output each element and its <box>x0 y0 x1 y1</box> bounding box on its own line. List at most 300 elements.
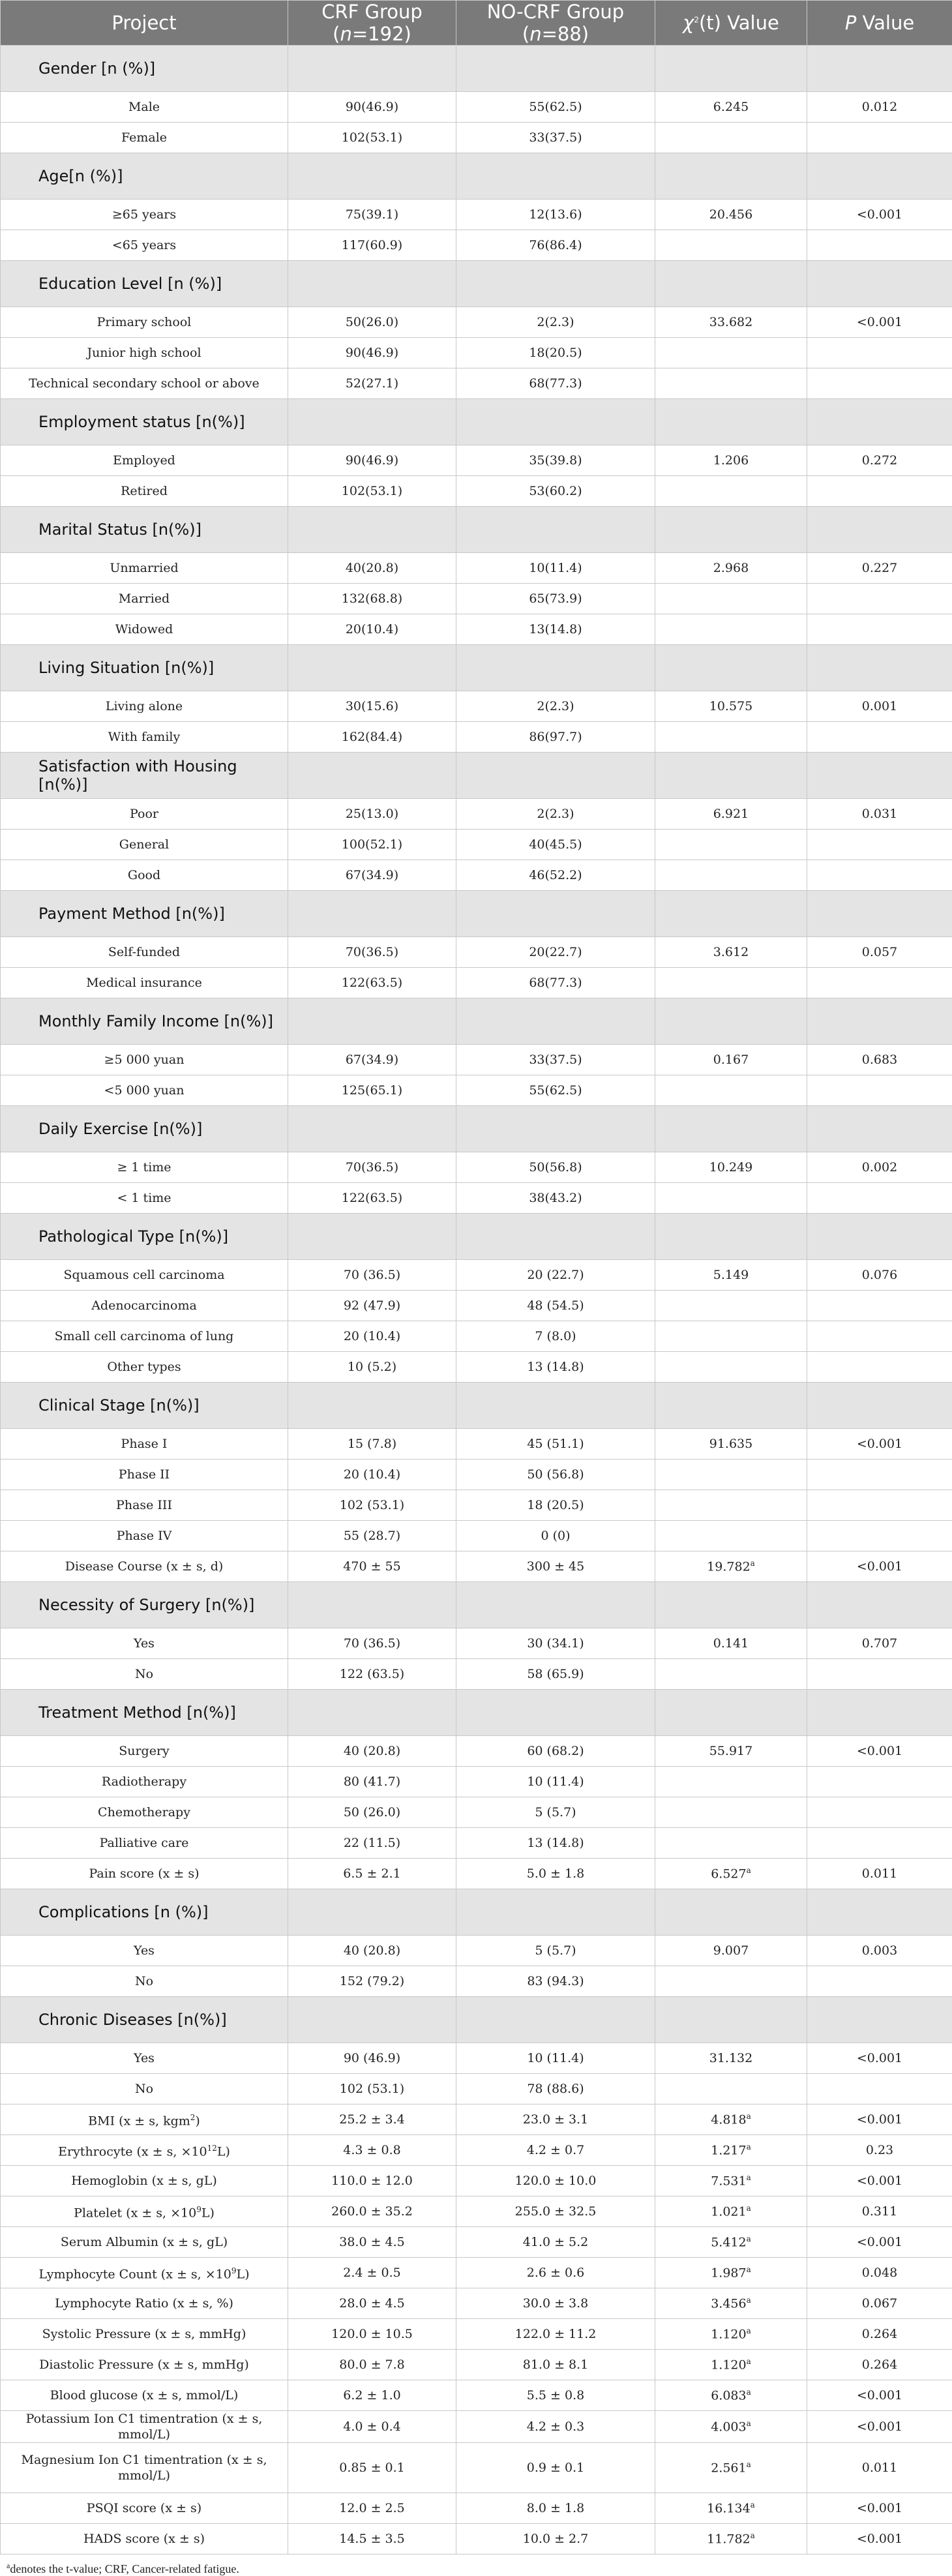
crf-value: 30(15.6) <box>288 691 456 722</box>
section-title: Complications [n (%)] <box>1 1889 288 1936</box>
section-empty-cell <box>456 1383 655 1429</box>
nocrf-value: 20 (22.7) <box>456 1260 655 1291</box>
p-value <box>807 1659 952 1690</box>
stat-value <box>655 1966 807 1997</box>
section-header-row <box>1 46 952 92</box>
table-row <box>1 799 952 830</box>
p-value <box>807 123 952 153</box>
nocrf-value: 8.0 ± 1.8 <box>456 2493 655 2524</box>
section-header-row <box>1 1997 952 2043</box>
table-row <box>1 2104 952 2135</box>
p-value: <0.001 <box>807 2043 952 2074</box>
section-title: Employment status [n(%)] <box>1 399 288 445</box>
p-value <box>807 584 952 614</box>
stat-value <box>655 1183 807 1214</box>
row-label: Chemotherapy <box>1 1797 288 1828</box>
crf-value: 102 (53.1) <box>288 1490 456 1521</box>
p-value <box>807 1490 952 1521</box>
p-value <box>807 1460 952 1490</box>
table-row <box>1 1551 952 1582</box>
section-empty-cell <box>456 1214 655 1260</box>
crf-value: 12.0 ± 2.5 <box>288 2493 456 2524</box>
p-value <box>807 338 952 368</box>
stat-value: 1.120$^a$ <box>655 2319 807 2350</box>
nocrf-value: 5 (5.7) <box>456 1797 655 1828</box>
nocrf-value: 55(62.5) <box>456 1075 655 1106</box>
crf-value: 75(39.1) <box>288 200 456 230</box>
header-crf-group: CRF Group (n=192) <box>288 1 456 46</box>
crf-value: 10 (5.2) <box>288 1352 456 1383</box>
stat-value <box>655 476 807 507</box>
nocrf-value: 5 (5.7) <box>456 1936 655 1966</box>
row-label: Lymphocyte Ratio (x ± s, %) <box>1 2288 288 2319</box>
section-header-row <box>1 261 952 307</box>
table-row <box>1 553 952 584</box>
p-value: 0.076 <box>807 1260 952 1291</box>
nocrf-value: 300 ± 45 <box>456 1551 655 1582</box>
section-empty-cell <box>288 1997 456 2043</box>
crf-value: 40 (20.8) <box>288 1936 456 1966</box>
section-empty-cell <box>456 1889 655 1936</box>
table-row <box>1 2411 952 2443</box>
section-empty-cell <box>807 399 952 445</box>
crf-value: 80 (41.7) <box>288 1767 456 1797</box>
table-row <box>1 2196 952 2227</box>
row-label: General <box>1 830 288 860</box>
stat-value: 19.782$^a$ <box>655 1551 807 1582</box>
nocrf-value: 2(2.3) <box>456 691 655 722</box>
table-row <box>1 2319 952 2350</box>
table-row <box>1 2350 952 2380</box>
row-label: Erythrocyte (x ± s, $\times 10^{12}L$) <box>1 2135 288 2166</box>
section-empty-cell <box>807 153 952 200</box>
section-empty-cell <box>655 753 807 799</box>
crf-value: 90(46.9) <box>288 338 456 368</box>
p-value <box>807 1521 952 1551</box>
p-value <box>807 1291 952 1321</box>
table-row <box>1 1797 952 1828</box>
stat-value <box>655 1797 807 1828</box>
nocrf-value: 40(45.5) <box>456 830 655 860</box>
p-value: 0.012 <box>807 92 952 123</box>
p-value: <0.001 <box>807 2166 952 2196</box>
crf-value: 4.0 ± 0.4 <box>288 2411 456 2443</box>
crf-value: 122(63.5) <box>288 1183 456 1214</box>
stat-value <box>655 1659 807 1690</box>
section-empty-cell <box>807 46 952 92</box>
row-label: Yes <box>1 1628 288 1659</box>
section-title: Gender [n (%)] <box>1 46 288 92</box>
table-row <box>1 2524 952 2554</box>
stat-value <box>655 584 807 614</box>
table-row <box>1 2493 952 2524</box>
section-empty-cell <box>288 507 456 553</box>
p-value: 0.227 <box>807 553 952 584</box>
row-label: Serum Albumin (x ± s, gL) <box>1 2227 288 2258</box>
p-value: 0.057 <box>807 937 952 968</box>
nocrf-value: 5.5 ± 0.8 <box>456 2380 655 2411</box>
section-empty-cell <box>655 153 807 200</box>
section-title: Satisfaction with Housing [n(%)] <box>1 753 288 799</box>
row-label: Unmarried <box>1 553 288 584</box>
nocrf-value: 23.0 ± 3.1 <box>456 2104 655 2135</box>
section-header-row <box>1 1383 952 1429</box>
nocrf-value: 18 (20.5) <box>456 1490 655 1521</box>
row-label: Technical secondary school or above <box>1 368 288 399</box>
stat-value: 33.682 <box>655 307 807 338</box>
table-row <box>1 691 952 722</box>
section-empty-cell <box>456 891 655 937</box>
row-label: Married <box>1 584 288 614</box>
section-empty-cell <box>288 753 456 799</box>
row-label: ≥65 years <box>1 200 288 230</box>
nocrf-value: 20(22.7) <box>456 937 655 968</box>
table-row <box>1 2380 952 2411</box>
p-value: <0.001 <box>807 2524 952 2554</box>
row-label: Living alone <box>1 691 288 722</box>
row-label: With family <box>1 722 288 753</box>
table-row <box>1 2288 952 2319</box>
section-empty-cell <box>655 1582 807 1628</box>
table-row <box>1 1152 952 1183</box>
crf-value: 90(46.9) <box>288 445 456 476</box>
table-row <box>1 937 952 968</box>
crf-value: 80.0 ± 7.8 <box>288 2350 456 2380</box>
section-empty-cell <box>655 1214 807 1260</box>
table-row <box>1 2258 952 2288</box>
crf-value: 70 (36.5) <box>288 1628 456 1659</box>
stat-value: 3.456$^a$ <box>655 2288 807 2319</box>
section-empty-cell <box>807 507 952 553</box>
table-row <box>1 1966 952 1997</box>
nocrf-value: 13 (14.8) <box>456 1352 655 1383</box>
table-row <box>1 2043 952 2074</box>
table-row <box>1 584 952 614</box>
p-value: 0.311 <box>807 2196 952 2227</box>
stat-value <box>655 338 807 368</box>
nocrf-value: 68(77.3) <box>456 968 655 998</box>
table-row <box>1 2074 952 2104</box>
table-row <box>1 123 952 153</box>
nocrf-value: 48 (54.5) <box>456 1291 655 1321</box>
nocrf-value: 13(14.8) <box>456 614 655 645</box>
stat-value <box>655 860 807 891</box>
nocrf-value: 255.0 ± 32.5 <box>456 2196 655 2227</box>
section-empty-cell <box>288 1214 456 1260</box>
nocrf-value: 0 (0) <box>456 1521 655 1551</box>
section-header-row <box>1 891 952 937</box>
row-label: Phase III <box>1 1490 288 1521</box>
section-title: Education Level [n (%)] <box>1 261 288 307</box>
crf-value: 52(27.1) <box>288 368 456 399</box>
p-value <box>807 968 952 998</box>
p-value: <0.001 <box>807 200 952 230</box>
nocrf-value: 2(2.3) <box>456 799 655 830</box>
nocrf-value: 30.0 ± 3.8 <box>456 2288 655 2319</box>
row-label: Systolic Pressure (x ± s, mmHg) <box>1 2319 288 2350</box>
table-row <box>1 307 952 338</box>
table-row <box>1 445 952 476</box>
stat-value <box>655 1521 807 1551</box>
row-label: Pain score (x ± s) <box>1 1859 288 1889</box>
p-value: 0.011 <box>807 1859 952 1889</box>
crf-value: 55 (28.7) <box>288 1521 456 1551</box>
p-value <box>807 1797 952 1828</box>
crf-value: 117(60.9) <box>288 230 456 261</box>
table-row <box>1 92 952 123</box>
table-row <box>1 1183 952 1214</box>
crf-value: 14.5 ± 3.5 <box>288 2524 456 2554</box>
nocrf-value: 0.9 ± 0.1 <box>456 2443 655 2493</box>
stat-value: 10.575 <box>655 691 807 722</box>
section-header-row <box>1 399 952 445</box>
row-label: Yes <box>1 1936 288 1966</box>
p-value: <0.001 <box>807 2493 952 2524</box>
crf-value: 40(20.8) <box>288 553 456 584</box>
table-body <box>1 46 952 2554</box>
section-empty-cell <box>655 1690 807 1736</box>
header-nocrf-group: NO-CRF Group (n=88) <box>456 1 655 46</box>
nocrf-value: 46(52.2) <box>456 860 655 891</box>
row-label: < 1 time <box>1 1183 288 1214</box>
nocrf-value: 45 (51.1) <box>456 1429 655 1460</box>
section-title: Clinical Stage [n(%)] <box>1 1383 288 1429</box>
nocrf-value: 13 (14.8) <box>456 1828 655 1859</box>
row-label: ≥ 1 time <box>1 1152 288 1183</box>
stat-value <box>655 1828 807 1859</box>
nocrf-value: 33(37.5) <box>456 1045 655 1075</box>
table-row <box>1 614 952 645</box>
crf-value: 122 (63.5) <box>288 1659 456 1690</box>
section-title: Daily Exercise [n(%)] <box>1 1106 288 1152</box>
stat-value: 6.527$^a$ <box>655 1859 807 1889</box>
table-row <box>1 230 952 261</box>
section-title: Monthly Family Income [n(%)] <box>1 998 288 1045</box>
nocrf-value: 30 (34.1) <box>456 1628 655 1659</box>
p-value: 0.003 <box>807 1936 952 1966</box>
table-row <box>1 1352 952 1383</box>
stat-value <box>655 1352 807 1383</box>
stat-value: 91.635 <box>655 1429 807 1460</box>
table-row <box>1 1490 952 1521</box>
header-chi-square-value: $\chi^2(t)$ Value <box>655 1 807 46</box>
section-empty-cell <box>655 46 807 92</box>
crf-value: 67(34.9) <box>288 1045 456 1075</box>
section-empty-cell <box>807 1582 952 1628</box>
p-value <box>807 368 952 399</box>
crf-value: 122(63.5) <box>288 968 456 998</box>
row-label: Employed <box>1 445 288 476</box>
section-title: Pathological Type [n(%)] <box>1 1214 288 1260</box>
p-value: 0.264 <box>807 2319 952 2350</box>
section-empty-cell <box>807 1889 952 1936</box>
section-empty-cell <box>655 399 807 445</box>
crf-value: 132(68.8) <box>288 584 456 614</box>
crf-value: 470 ± 55 <box>288 1551 456 1582</box>
row-label: Diastolic Pressure (x ± s, mmHg) <box>1 2350 288 2380</box>
section-title: Living Situation [n(%)] <box>1 645 288 691</box>
crf-value: 102(53.1) <box>288 476 456 507</box>
crf-value: 25(13.0) <box>288 799 456 830</box>
p-value: 0.031 <box>807 799 952 830</box>
section-empty-cell <box>655 1997 807 2043</box>
row-label: Self-funded <box>1 937 288 968</box>
stat-value: 10.249 <box>655 1152 807 1183</box>
p-value: <0.001 <box>807 2227 952 2258</box>
section-empty-cell <box>456 998 655 1045</box>
crf-value: 70 (36.5) <box>288 1260 456 1291</box>
stat-value <box>655 1321 807 1352</box>
crf-value: 20 (10.4) <box>288 1321 456 1352</box>
crf-value: 70(36.5) <box>288 1152 456 1183</box>
stat-value: 11.782$^a$ <box>655 2524 807 2554</box>
table-row <box>1 476 952 507</box>
section-empty-cell <box>655 891 807 937</box>
p-value <box>807 1828 952 1859</box>
p-value <box>807 1767 952 1797</box>
section-empty-cell <box>655 1106 807 1152</box>
nocrf-value: 53(60.2) <box>456 476 655 507</box>
row-label: ≥5 000 yuan <box>1 1045 288 1075</box>
stat-value: 6.921 <box>655 799 807 830</box>
table-row <box>1 1260 952 1291</box>
table-row <box>1 968 952 998</box>
p-value: <0.001 <box>807 307 952 338</box>
table-row <box>1 2166 952 2196</box>
p-value: 0.002 <box>807 1152 952 1183</box>
table-row <box>1 1075 952 1106</box>
section-empty-cell <box>288 399 456 445</box>
section-header-row <box>1 753 952 799</box>
section-empty-cell <box>456 261 655 307</box>
stat-value <box>655 230 807 261</box>
section-empty-cell <box>456 1106 655 1152</box>
stat-value <box>655 830 807 860</box>
section-empty-cell <box>456 753 655 799</box>
nocrf-value: 10 (11.4) <box>456 2043 655 2074</box>
row-label: Yes <box>1 2043 288 2074</box>
stat-value: 9.007 <box>655 1936 807 1966</box>
nocrf-value: 68(77.3) <box>456 368 655 399</box>
stat-value: 5.149 <box>655 1260 807 1291</box>
section-empty-cell <box>288 1889 456 1936</box>
crf-value: 120.0 ± 10.5 <box>288 2319 456 2350</box>
stat-value: 4.818$^a$ <box>655 2104 807 2135</box>
section-header-row <box>1 998 952 1045</box>
stat-value <box>655 722 807 753</box>
section-empty-cell <box>807 645 952 691</box>
nocrf-value: 5.0 ± 1.8 <box>456 1859 655 1889</box>
stat-value: 1.120$^a$ <box>655 2350 807 2380</box>
crf-value: 50 (26.0) <box>288 1797 456 1828</box>
table-row <box>1 1321 952 1352</box>
section-empty-cell <box>288 998 456 1045</box>
row-label: No <box>1 2074 288 2104</box>
nocrf-value: 76(86.4) <box>456 230 655 261</box>
row-label: Primary school <box>1 307 288 338</box>
table-row <box>1 1045 952 1075</box>
section-header-row <box>1 1889 952 1936</box>
section-empty-cell <box>456 507 655 553</box>
row-label: Squamous cell carcinoma <box>1 1260 288 1291</box>
table-row <box>1 1936 952 1966</box>
row-label: BMI (x ± s, kgm$^2$) <box>1 2104 288 2135</box>
section-empty-cell <box>807 1690 952 1736</box>
nocrf-value: 10 (11.4) <box>456 1767 655 1797</box>
section-empty-cell <box>655 645 807 691</box>
table-row <box>1 338 952 368</box>
stat-value: 1.021$^a$ <box>655 2196 807 2227</box>
nocrf-value: 4.2 ± 0.7 <box>456 2135 655 2166</box>
section-empty-cell <box>807 891 952 937</box>
table-row <box>1 1460 952 1490</box>
section-empty-cell <box>655 261 807 307</box>
row-label: Poor <box>1 799 288 830</box>
section-empty-cell <box>456 153 655 200</box>
row-label: Blood glucose (x ± s, mmol/L) <box>1 2380 288 2411</box>
table-row <box>1 1828 952 1859</box>
crf-value: 110.0 ± 12.0 <box>288 2166 456 2196</box>
section-empty-cell <box>807 753 952 799</box>
header-p-value: P Value <box>807 1 952 46</box>
row-label: Medical insurance <box>1 968 288 998</box>
section-empty-cell <box>807 1997 952 2043</box>
nocrf-value: 12(13.6) <box>456 200 655 230</box>
crf-value: 100(52.1) <box>288 830 456 860</box>
section-empty-cell <box>288 261 456 307</box>
p-value: <0.001 <box>807 2411 952 2443</box>
nocrf-value: 2(2.3) <box>456 307 655 338</box>
table-row <box>1 2135 952 2166</box>
p-value <box>807 1075 952 1106</box>
section-title: Age[n (%)] <box>1 153 288 200</box>
stat-value: 20.456 <box>655 200 807 230</box>
stat-value: 5.412$^a$ <box>655 2227 807 2258</box>
table-row <box>1 1521 952 1551</box>
section-header-row <box>1 1690 952 1736</box>
p-value <box>807 614 952 645</box>
p-value: 0.707 <box>807 1628 952 1659</box>
nocrf-value: 122.0 ± 11.2 <box>456 2319 655 2350</box>
nocrf-value: 81.0 ± 8.1 <box>456 2350 655 2380</box>
stat-value: 7.531$^a$ <box>655 2166 807 2196</box>
crf-value: 102(53.1) <box>288 123 456 153</box>
crf-value: 67(34.9) <box>288 860 456 891</box>
section-empty-cell <box>456 399 655 445</box>
crf-value: 28.0 ± 4.5 <box>288 2288 456 2319</box>
p-value: 0.048 <box>807 2258 952 2288</box>
crf-value: 90 (46.9) <box>288 2043 456 2074</box>
section-title: Chronic Diseases [n(%)] <box>1 1997 288 2043</box>
table-row <box>1 830 952 860</box>
p-value <box>807 476 952 507</box>
table-header-row <box>1 1 952 46</box>
nocrf-value: 120.0 ± 10.0 <box>456 2166 655 2196</box>
row-label: Retired <box>1 476 288 507</box>
table-row <box>1 1859 952 1889</box>
section-empty-cell <box>288 1690 456 1736</box>
p-value: 0.264 <box>807 2350 952 2380</box>
row-label: No <box>1 1966 288 1997</box>
row-label: No <box>1 1659 288 1690</box>
section-title: Payment Method [n(%)] <box>1 891 288 937</box>
row-label: HADS score (x ± s) <box>1 2524 288 2554</box>
table-row <box>1 1429 952 1460</box>
row-label: Disease Course (x ± s, d) <box>1 1551 288 1582</box>
stat-value: 1.206 <box>655 445 807 476</box>
nocrf-value: 41.0 ± 5.2 <box>456 2227 655 2258</box>
p-value <box>807 830 952 860</box>
